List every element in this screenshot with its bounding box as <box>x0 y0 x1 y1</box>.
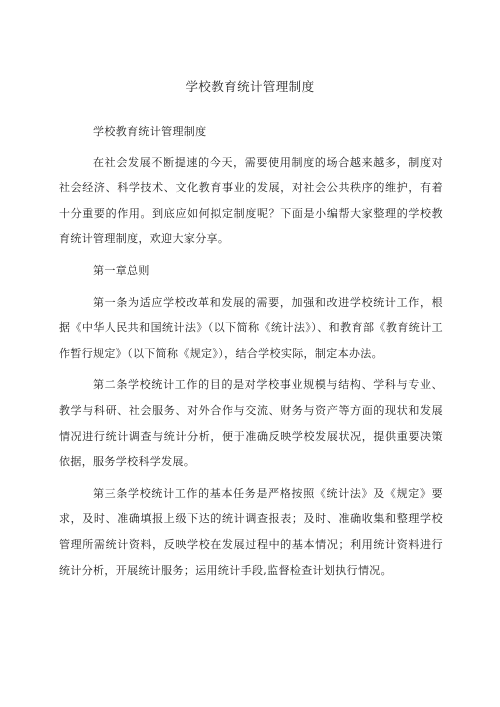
article-1-paragraph: 第一条为适应学校改革和发展的需要，加强和改进学校统计工作，根据《中华人民共和国统计法》（以下简称《统计法》）、和教育部《教育统计工作暂行规定》（以下简称《规定》），结合学校实际，制定本办法。 <box>59 295 443 360</box>
article-3-paragraph: 第三条学校统计工作的基本任务是严格按照《统计法》及《规定》要求，及时、准确填报上级下达的统计调查报表；及时、准确收集和整理学校管理所需统计资料，反映学校在发展过程中的基本情况；利用统计资料进行统计分析，开展统计服务；运用统计手段,监督检查计划执行情况。 <box>59 486 443 577</box>
document-title: 学校教育统计管理制度 <box>185 79 315 94</box>
chapter-heading: 第一章总则 <box>93 263 150 277</box>
intro-paragraph: 在社会发展不断提速的今天，需要使用制度的场合越来越多，制度对社会经济、科学技术、文化教育事业的发展，对社会公共秩序的维护，有着十分重要的作用。到底应如何拟定制度呢？下面是小编帮大家整理的学校教育统计管理制度，欢迎大家分享。 <box>59 155 443 246</box>
document-body <box>59 119 443 589</box>
subtitle-paragraph: 学校教育统计管理制度 <box>93 125 207 138</box>
article-2-paragraph: 第二条学校统计工作的目的是对学校事业规模与结构、学科与专业、教学与科研、社会服务、对外合作与交流、财务与资产等方面的现状和发展情况进行统计调查与统计分析，便于准确反映学校发展状况，提供重要决策依据，服务学校科学发展。 <box>59 378 443 469</box>
